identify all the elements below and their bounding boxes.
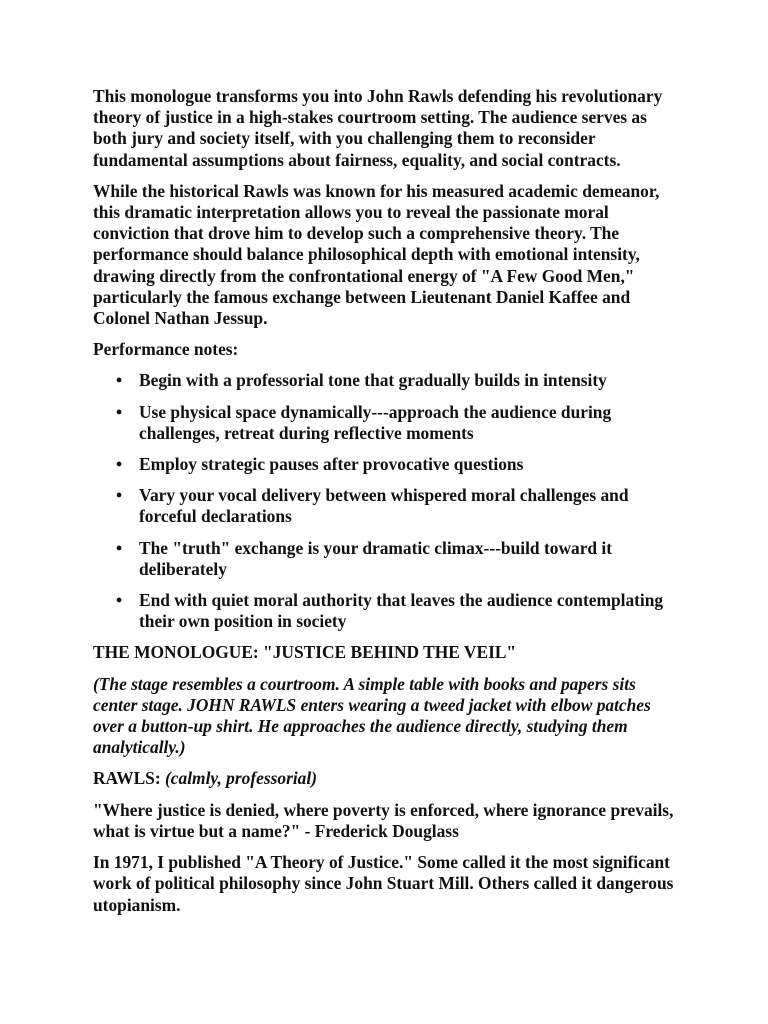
- stage-direction: (The stage resembles a courtroom. A simple table with books and papers sits center stage. JOHN RAWLS enters wearing a tweed jacket with elbow patches over a button-up shirt. He approaches the audience directly, studying them analytically.): [93, 673, 651, 758]
- intro-paragraph-2: While the historical Rawls was known for his measured academic demeanor, this dramatic interpretation allows you to reveal the passionate moral conviction that drove him to develop such a comprehensive theory. The performance should balance philosophical depth with emotional intensity, drawing directly from the confrontational energy of "A Few Good Men," particularly the famous exchange between Lieutenant Daniel Kaffee and Colonel Nathan Jessup.: [93, 180, 660, 329]
- speaker-name: RAWLS:: [93, 768, 161, 789]
- speaker-line: [93, 768, 683, 789]
- monologue-title: THE MONOLOGUE: "JUSTICE BEHIND THE VEIL": [93, 642, 517, 663]
- bullet-icon: •: [116, 537, 123, 558]
- list-item: [116, 485, 683, 527]
- performance-notes-list: [93, 370, 683, 632]
- bullet-icon: •: [116, 370, 123, 391]
- list-item-text: Begin with a professorial tone that gradually builds in intensity: [139, 370, 607, 391]
- list-item: [116, 590, 683, 632]
- speaker-direction: (calmly, professorial): [165, 768, 317, 789]
- douglass-quote: "Where justice is denied, where poverty is enforced, where ignorance prevails, what is virtue but a name?" - Frederick Douglass: [93, 799, 674, 841]
- bullet-icon: •: [116, 401, 123, 422]
- list-item: [116, 370, 683, 391]
- list-item-text: The "truth" exchange is your dramatic climax---build toward it deliberately: [139, 537, 613, 579]
- list-item: [116, 454, 683, 475]
- document-page: [93, 86, 683, 926]
- list-item-text: End with quiet moral authority that leaves the audience contemplating their own position in society: [139, 590, 664, 632]
- list-item: [116, 401, 683, 444]
- list-item-text: Employ strategic pauses after provocative questions: [139, 454, 524, 475]
- bullet-icon: •: [116, 485, 123, 506]
- monologue-line-1: In 1971, I published "A Theory of Justice." Some called it the most significant work of political philosophy since John Stuart Mill. Others called it dangerous utopianism.: [93, 852, 674, 915]
- bullet-icon: •: [116, 590, 123, 611]
- performance-notes-heading: Performance notes:: [93, 339, 239, 360]
- list-item-text: Use physical space dynamically---approach the audience during challenges, retreat during reflective moments: [139, 401, 612, 443]
- list-item-text: Vary your vocal delivery between whispered moral challenges and forceful declarations: [139, 485, 629, 527]
- list-item: [116, 537, 683, 580]
- intro-paragraph-1: This monologue transforms you into John Rawls defending his revolutionary theory of justice in a high-stakes courtroom setting. The audience serves as both jury and society itself, with you challenging them to reconsider fundamental assumptions about fairness, equality, and social contracts.: [93, 86, 663, 170]
- bullet-icon: •: [116, 454, 123, 475]
